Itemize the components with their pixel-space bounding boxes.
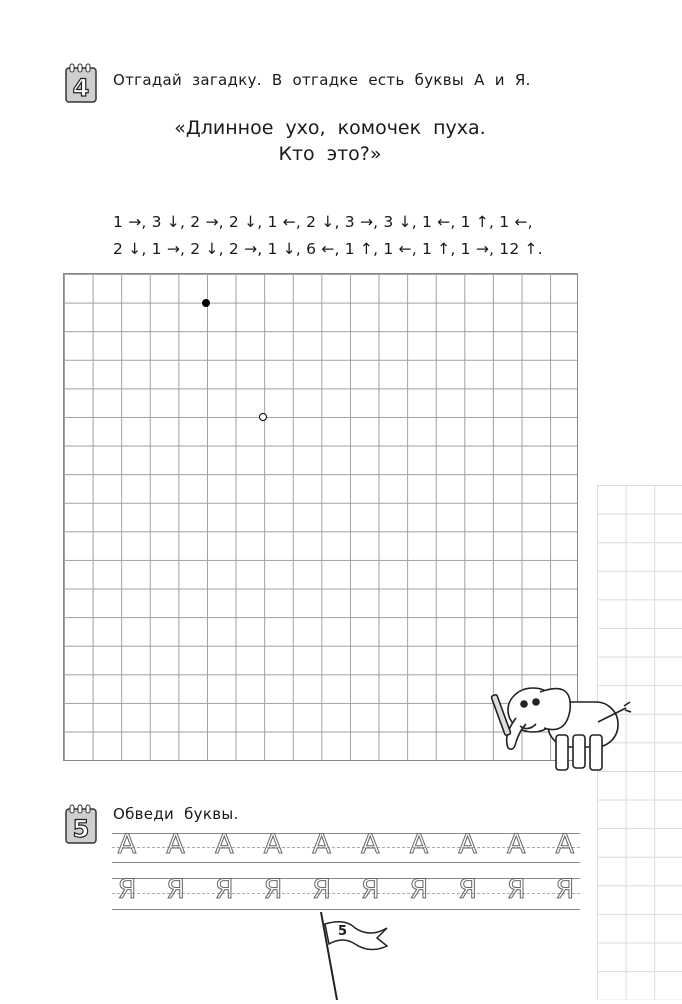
tracing-row-a[interactable] bbox=[112, 829, 580, 860]
task-number-badge-icon bbox=[62, 62, 102, 106]
elephant-illustration bbox=[478, 680, 633, 775]
start-dot-hollow bbox=[259, 413, 267, 421]
trace-letter-a[interactable]: А bbox=[555, 829, 575, 860]
trace-letter-ya[interactable]: Я bbox=[117, 874, 137, 905]
trace-letter-ya[interactable]: Я bbox=[555, 874, 575, 905]
start-dot-filled bbox=[202, 299, 210, 307]
task4-instruction: Отгадай загадку. В отгадке есть буквы А и Я. bbox=[113, 71, 531, 89]
directions-line-1: 1 →, 3 ↓, 2 →, 2 ↓, 1 ←, 2 ↓, 3 →, 3 ↓, 1 ←, 1 ↑, 1 ←, bbox=[113, 213, 533, 231]
riddle-line-2: Кто это?» bbox=[278, 143, 382, 165]
trace-letter-ya[interactable]: Я bbox=[263, 874, 283, 905]
flag-icon bbox=[315, 910, 395, 1000]
trace-letter-ya[interactable]: Я bbox=[409, 874, 429, 905]
tracing-row-ya[interactable] bbox=[112, 874, 580, 905]
task5-number: 5 bbox=[72, 815, 90, 843]
trace-letter-a[interactable]: А bbox=[458, 829, 477, 860]
directions-line-2: 2 ↓, 1 →, 2 ↓, 2 →, 1 ↓, 6 ←, 1 ↑, 1 ←, 1 ↑, 1 →, 12 ↑. bbox=[113, 240, 543, 258]
trace-letter-ya[interactable]: Я bbox=[166, 874, 186, 905]
trace-letter-ya[interactable]: Я bbox=[458, 874, 477, 905]
task-number-badge-icon bbox=[62, 803, 102, 847]
trace-letter-a[interactable]: А bbox=[117, 829, 137, 860]
riddle-line-1: «Длинное ухо, комочек пуха. bbox=[174, 117, 486, 139]
trace-letter-ya[interactable]: Я bbox=[506, 874, 526, 905]
trace-letter-a[interactable]: А bbox=[166, 829, 185, 860]
task4-number: 4 bbox=[72, 74, 90, 102]
trace-letter-ya[interactable]: Я bbox=[312, 874, 331, 905]
trace-letter-a[interactable]: А bbox=[361, 829, 380, 860]
trace-letter-a[interactable]: А bbox=[409, 829, 429, 860]
trace-letter-ya[interactable]: Я bbox=[360, 874, 380, 905]
page-number: 5 bbox=[338, 924, 348, 939]
trace-letter-a[interactable]: А bbox=[215, 829, 234, 860]
trace-letter-a[interactable]: А bbox=[507, 829, 526, 860]
trace-letter-ya[interactable]: Я bbox=[214, 874, 234, 905]
trace-letter-a[interactable]: А bbox=[263, 829, 283, 860]
trace-letter-a[interactable]: А bbox=[312, 829, 331, 860]
task5-instruction: Обведи буквы. bbox=[113, 805, 239, 823]
